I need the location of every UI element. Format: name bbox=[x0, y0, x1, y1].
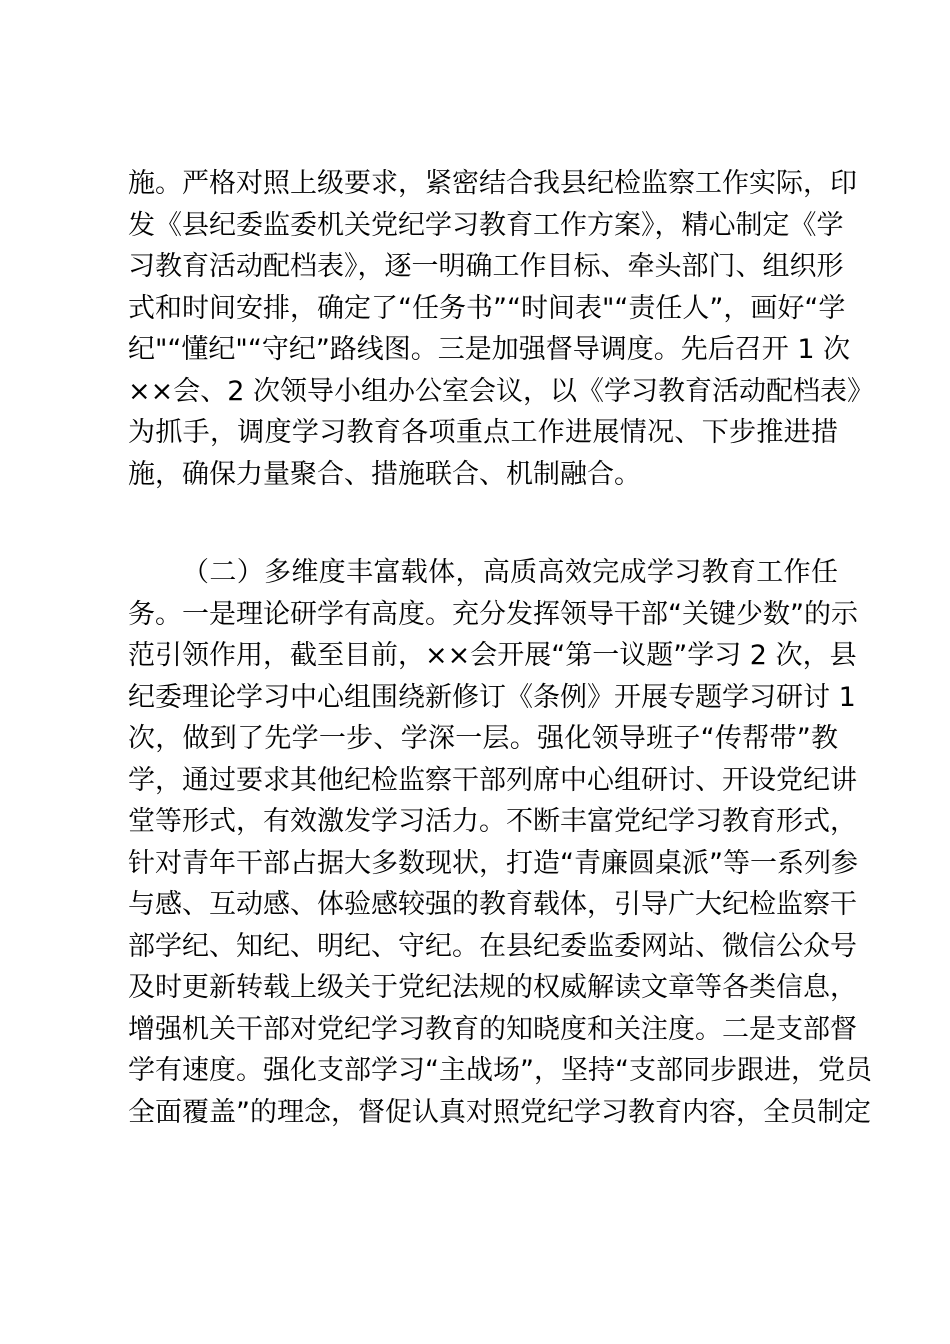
text-line: ××会、2 次领导小组办公室会议，以《学习教育活动配档表》 bbox=[128, 375, 875, 407]
text-line: 及时更新转载上级关于党纪法规的权威解读文章等各类信息， bbox=[128, 972, 857, 1003]
text-line: 部学纪、知纪、明纪、守纪。在县纪委监委网站、微信公众号 bbox=[128, 930, 857, 962]
text-line: 针对青年干部占据大多数现状，打造“青廉圆桌派”等一系列参 bbox=[128, 847, 858, 879]
text-line: 施，确保力量聚合、措施联合、机制融合。 bbox=[128, 458, 641, 490]
text-line: 发《县纪委监委机关党纪学习教育工作方案》，精心制定《学 bbox=[128, 209, 844, 241]
text-line: 纪委理论学习中心组围绕新修订《条例》开展专题学习研讨 1 bbox=[128, 681, 856, 713]
text-line: 纪"“懂纪"“守纪”路线图。三是加强督导调度。先后召开 1 次 bbox=[128, 334, 851, 365]
paragraph-2 bbox=[128, 552, 872, 1133]
text-line: 全面覆盖”的理念，督促认真对照党纪学习教育内容，全员制定 bbox=[128, 1096, 871, 1128]
text-line: （二）多维度丰富载体，高质高效完成学习教育工作任 bbox=[182, 557, 838, 588]
text-line: 务。一是理论研学有高度。充分发挥领导干部“关键少数”的示 bbox=[128, 598, 858, 630]
text-line: 学有速度。强化支部学习“主战场”，坚持“支部同步跟进，党员 bbox=[128, 1055, 872, 1086]
text-line: 式和时间安排，确定了“任务书”“时间表"“责任人”，画好“学 bbox=[128, 292, 846, 324]
text-line: 为抓手，调度学习教育各项重点工作进展情况、下步推进措 bbox=[128, 417, 838, 448]
text-line: 施。严格对照上级要求，紧密结合我县纪检监察工作实际，印 bbox=[128, 168, 857, 199]
text-line: 学，通过要求其他纪检监察干部列席中心组研讨、开设党纪讲 bbox=[128, 764, 857, 796]
text-line: 堂等形式，有效激发学习活力。不断丰富党纪学习教育形式， bbox=[128, 806, 857, 837]
text-line: 范引领作用，截至目前，××会开展“第一议题”学习 2 次，县 bbox=[128, 640, 857, 671]
paragraph-1 bbox=[128, 163, 875, 495]
text-line: 次，做到了先学一步、学深一层。强化领导班子“传帮带”教 bbox=[128, 723, 838, 754]
text-line: 增强机关干部对党纪学习教育的知晓度和关注度。二是支部督 bbox=[128, 1013, 857, 1045]
text-line: 习教育活动配档表》，逐一明确工作目标、牵头部门、组织形 bbox=[128, 251, 844, 282]
text-line: 与感、互动感、体验感较强的教育载体，引导广大纪检监察干 bbox=[128, 889, 857, 920]
